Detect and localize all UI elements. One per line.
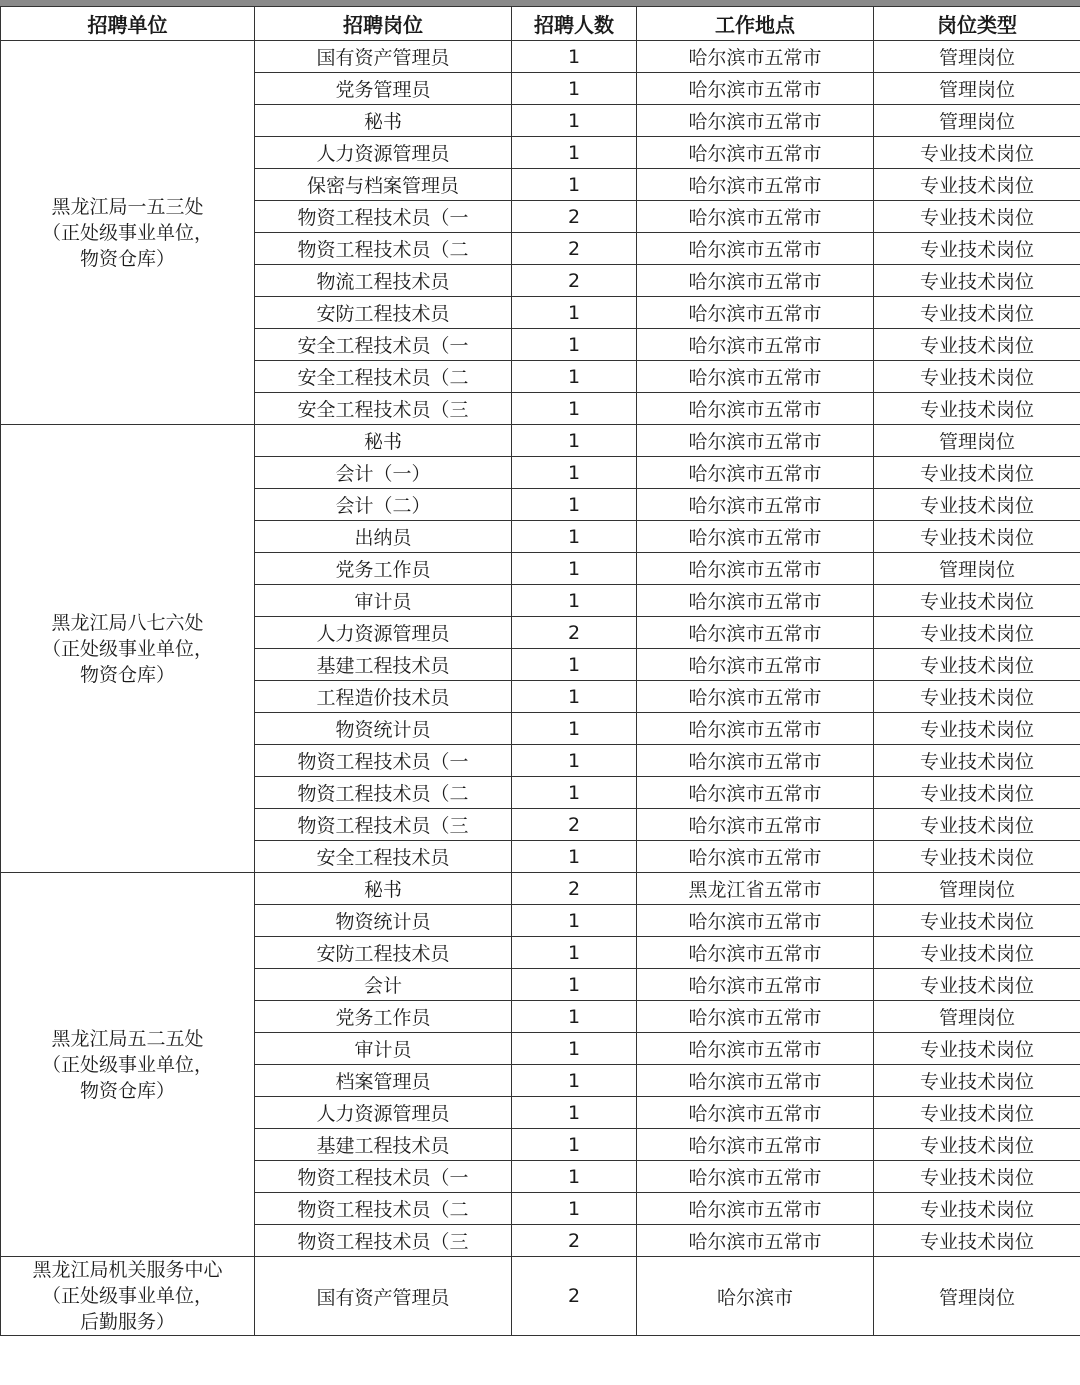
location-cell: 哈尔滨市五常市	[637, 969, 874, 1001]
count-cell: 1	[512, 329, 637, 361]
count-cell: 2	[512, 617, 637, 649]
type-cell: 专业技术岗位	[874, 1097, 1080, 1129]
unit-line: （正处级事业单位，	[41, 637, 213, 660]
type-cell: 专业技术岗位	[874, 777, 1080, 809]
count-cell: 2	[512, 1225, 637, 1257]
type-cell: 专业技术岗位	[874, 809, 1080, 841]
type-cell: 管理岗位	[874, 73, 1080, 105]
location-cell: 哈尔滨市五常市	[637, 41, 874, 73]
unit-cell	[1, 41, 255, 425]
position-cell: 国有资产管理员	[255, 41, 512, 73]
type-cell: 专业技术岗位	[874, 969, 1080, 1001]
unit-line: 黑龙江局机关服务中心	[32, 1259, 223, 1281]
type-cell: 专业技术岗位	[874, 201, 1080, 233]
location-cell: 哈尔滨市五常市	[637, 617, 874, 649]
position-cell: 物资工程技术员（二	[255, 1193, 512, 1225]
location-cell: 哈尔滨市五常市	[637, 73, 874, 105]
count-cell: 1	[512, 681, 637, 713]
position-cell: 基建工程技术员	[255, 1129, 512, 1161]
location-cell: 哈尔滨市五常市	[637, 809, 874, 841]
position-cell: 工程造价技术员	[255, 681, 512, 713]
type-cell: 专业技术岗位	[874, 1033, 1080, 1065]
location-cell: 哈尔滨市五常市	[637, 393, 874, 425]
count-cell: 1	[512, 41, 637, 73]
header-count: 招聘人数	[512, 7, 637, 41]
location-cell: 哈尔滨市五常市	[637, 1193, 874, 1225]
count-cell: 1	[512, 649, 637, 681]
type-cell: 专业技术岗位	[874, 841, 1080, 873]
position-cell: 国有资产管理员	[255, 1257, 512, 1336]
unit-line: 物资仓库）	[79, 247, 175, 270]
type-cell: 专业技术岗位	[874, 713, 1080, 745]
location-cell: 哈尔滨市五常市	[637, 105, 874, 137]
position-cell: 物资工程技术员（二	[255, 777, 512, 809]
type-cell: 专业技术岗位	[874, 297, 1080, 329]
type-cell: 管理岗位	[874, 553, 1080, 585]
type-cell: 管理岗位	[874, 105, 1080, 137]
count-cell: 1	[512, 841, 637, 873]
count-cell: 1	[512, 553, 637, 585]
count-cell: 1	[512, 1065, 637, 1097]
count-cell: 2	[512, 809, 637, 841]
location-cell: 哈尔滨市五常市	[637, 489, 874, 521]
header-type: 岗位类型	[874, 7, 1080, 41]
table-body	[1, 41, 1080, 1336]
count-cell: 1	[512, 73, 637, 105]
type-cell: 专业技术岗位	[874, 521, 1080, 553]
location-cell: 哈尔滨市五常市	[637, 361, 874, 393]
position-cell: 物资工程技术员（一	[255, 201, 512, 233]
position-cell: 审计员	[255, 585, 512, 617]
count-cell: 2	[512, 265, 637, 297]
position-cell: 保密与档案管理员	[255, 169, 512, 201]
count-cell: 1	[512, 425, 637, 457]
unit-line: 物资仓库）	[79, 663, 175, 686]
count-cell: 1	[512, 137, 637, 169]
type-cell: 专业技术岗位	[874, 169, 1080, 201]
type-cell: 专业技术岗位	[874, 617, 1080, 649]
type-cell: 管理岗位	[874, 1257, 1080, 1336]
unit-line: （正处级事业单位，	[41, 1053, 213, 1076]
location-cell: 哈尔滨市五常市	[637, 1001, 874, 1033]
position-cell: 会计（二）	[255, 489, 512, 521]
header-unit: 招聘单位	[1, 7, 255, 41]
position-cell: 党务工作员	[255, 1001, 512, 1033]
count-cell: 2	[512, 1257, 637, 1336]
unit-line: 黑龙江局八七六处	[51, 611, 204, 634]
count-cell: 1	[512, 1033, 637, 1065]
location-cell: 哈尔滨市五常市	[637, 713, 874, 745]
location-cell: 哈尔滨市五常市	[637, 329, 874, 361]
count-cell: 2	[512, 873, 637, 905]
type-cell: 专业技术岗位	[874, 393, 1080, 425]
location-cell: 哈尔滨市五常市	[637, 137, 874, 169]
count-cell: 1	[512, 969, 637, 1001]
count-cell: 1	[512, 1193, 637, 1225]
location-cell: 哈尔滨市五常市	[637, 265, 874, 297]
position-cell: 会计（一）	[255, 457, 512, 489]
type-cell: 专业技术岗位	[874, 137, 1080, 169]
location-cell: 哈尔滨市五常市	[637, 553, 874, 585]
position-cell: 安全工程技术员（一	[255, 329, 512, 361]
location-cell: 哈尔滨市五常市	[637, 841, 874, 873]
location-cell: 哈尔滨市五常市	[637, 681, 874, 713]
count-cell: 1	[512, 1129, 637, 1161]
count-cell: 1	[512, 937, 637, 969]
location-cell: 哈尔滨市五常市	[637, 169, 874, 201]
position-cell: 物资工程技术员（三	[255, 809, 512, 841]
type-cell: 管理岗位	[874, 41, 1080, 73]
position-cell: 物资统计员	[255, 713, 512, 745]
type-cell: 管理岗位	[874, 425, 1080, 457]
type-cell: 专业技术岗位	[874, 1161, 1080, 1193]
location-cell: 哈尔滨市五常市	[637, 297, 874, 329]
position-cell: 物资统计员	[255, 905, 512, 937]
location-cell: 哈尔滨市五常市	[637, 649, 874, 681]
recruitment-table	[0, 6, 1080, 1336]
location-cell: 哈尔滨市五常市	[637, 425, 874, 457]
unit-line: 黑龙江局五二五处	[51, 1027, 204, 1050]
type-cell: 专业技术岗位	[874, 457, 1080, 489]
count-cell: 1	[512, 361, 637, 393]
position-cell: 党务管理员	[255, 73, 512, 105]
location-cell: 哈尔滨市五常市	[637, 1225, 874, 1257]
count-cell: 1	[512, 297, 637, 329]
table-row	[1, 425, 1080, 457]
location-cell: 哈尔滨市五常市	[637, 585, 874, 617]
table-row	[1, 41, 1080, 73]
position-cell: 秘书	[255, 105, 512, 137]
unit-cell	[1, 1257, 255, 1336]
location-cell: 哈尔滨市五常市	[637, 1161, 874, 1193]
position-cell: 安全工程技术员	[255, 841, 512, 873]
type-cell: 专业技术岗位	[874, 1225, 1080, 1257]
position-cell: 出纳员	[255, 521, 512, 553]
type-cell: 专业技术岗位	[874, 649, 1080, 681]
type-cell: 专业技术岗位	[874, 745, 1080, 777]
location-cell: 哈尔滨市五常市	[637, 201, 874, 233]
position-cell: 党务工作员	[255, 553, 512, 585]
position-cell: 基建工程技术员	[255, 649, 512, 681]
unit-cell	[1, 873, 255, 1257]
position-cell: 审计员	[255, 1033, 512, 1065]
type-cell: 专业技术岗位	[874, 1065, 1080, 1097]
count-cell: 1	[512, 105, 637, 137]
unit-line: 黑龙江局一五三处	[51, 195, 204, 218]
count-cell: 1	[512, 1161, 637, 1193]
position-cell: 物流工程技术员	[255, 265, 512, 297]
type-cell: 专业技术岗位	[874, 489, 1080, 521]
count-cell: 1	[512, 521, 637, 553]
location-cell: 哈尔滨市五常市	[637, 1129, 874, 1161]
count-cell: 1	[512, 1001, 637, 1033]
unit-line: 后勤服务）	[79, 1311, 175, 1333]
count-cell: 1	[512, 585, 637, 617]
position-cell: 物资工程技术员（一	[255, 1161, 512, 1193]
location-cell: 哈尔滨市五常市	[637, 1097, 874, 1129]
type-cell: 专业技术岗位	[874, 329, 1080, 361]
count-cell: 1	[512, 1097, 637, 1129]
position-cell: 物资工程技术员（二	[255, 233, 512, 265]
count-cell: 1	[512, 457, 637, 489]
count-cell: 2	[512, 233, 637, 265]
count-cell: 1	[512, 393, 637, 425]
type-cell: 专业技术岗位	[874, 361, 1080, 393]
position-cell: 安全工程技术员（三	[255, 393, 512, 425]
location-cell: 哈尔滨市五常市	[637, 521, 874, 553]
table-row	[1, 873, 1080, 905]
position-cell: 安防工程技术员	[255, 937, 512, 969]
table-row	[1, 1257, 1080, 1336]
type-cell: 专业技术岗位	[874, 681, 1080, 713]
position-cell: 秘书	[255, 425, 512, 457]
location-cell: 哈尔滨市五常市	[637, 745, 874, 777]
unit-line: （正处级事业单位，	[41, 1285, 213, 1307]
type-cell: 专业技术岗位	[874, 233, 1080, 265]
location-cell: 哈尔滨市五常市	[637, 777, 874, 809]
position-cell: 会计	[255, 969, 512, 1001]
location-cell: 哈尔滨市五常市	[637, 937, 874, 969]
type-cell: 专业技术岗位	[874, 1193, 1080, 1225]
type-cell: 专业技术岗位	[874, 1129, 1080, 1161]
header-location: 工作地点	[637, 7, 874, 41]
position-cell: 安防工程技术员	[255, 297, 512, 329]
location-cell: 哈尔滨市五常市	[637, 1065, 874, 1097]
count-cell: 1	[512, 905, 637, 937]
position-cell: 物资工程技术员（三	[255, 1225, 512, 1257]
type-cell: 管理岗位	[874, 1001, 1080, 1033]
count-cell: 1	[512, 713, 637, 745]
header-row	[1, 7, 1080, 41]
type-cell: 专业技术岗位	[874, 937, 1080, 969]
header-position: 招聘岗位	[255, 7, 512, 41]
position-cell: 秘书	[255, 873, 512, 905]
type-cell: 专业技术岗位	[874, 905, 1080, 937]
position-cell: 人力资源管理员	[255, 137, 512, 169]
type-cell: 管理岗位	[874, 873, 1080, 905]
position-cell: 人力资源管理员	[255, 617, 512, 649]
position-cell: 物资工程技术员（一	[255, 745, 512, 777]
unit-cell	[1, 425, 255, 873]
position-cell: 人力资源管理员	[255, 1097, 512, 1129]
count-cell: 2	[512, 201, 637, 233]
type-cell: 专业技术岗位	[874, 265, 1080, 297]
count-cell: 1	[512, 489, 637, 521]
location-cell: 哈尔滨市	[637, 1257, 874, 1336]
position-cell: 安全工程技术员（二	[255, 361, 512, 393]
location-cell: 哈尔滨市五常市	[637, 233, 874, 265]
type-cell: 专业技术岗位	[874, 585, 1080, 617]
location-cell: 哈尔滨市五常市	[637, 1033, 874, 1065]
location-cell: 黑龙江省五常市	[637, 873, 874, 905]
location-cell: 哈尔滨市五常市	[637, 457, 874, 489]
count-cell: 1	[512, 169, 637, 201]
unit-line: （正处级事业单位，	[41, 221, 213, 244]
count-cell: 1	[512, 777, 637, 809]
unit-line: 物资仓库）	[79, 1079, 175, 1102]
position-cell: 档案管理员	[255, 1065, 512, 1097]
location-cell: 哈尔滨市五常市	[637, 905, 874, 937]
count-cell: 1	[512, 745, 637, 777]
